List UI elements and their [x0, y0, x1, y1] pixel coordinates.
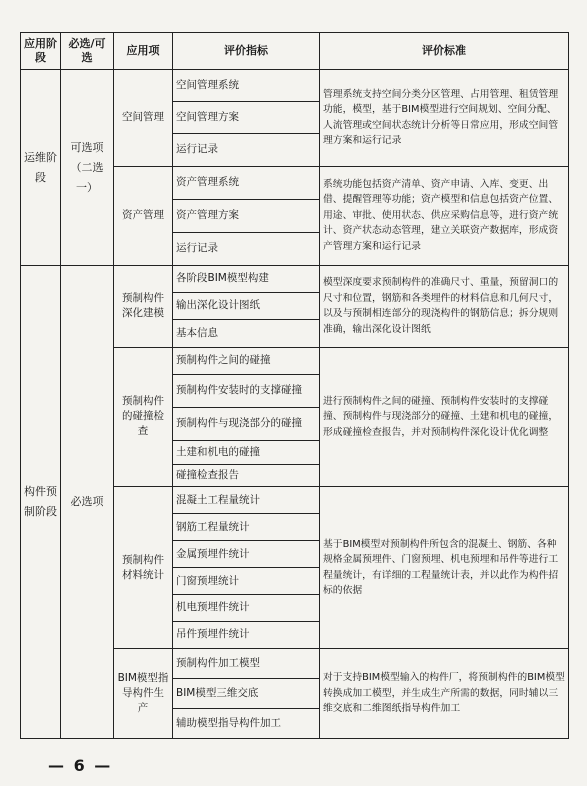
indicator-cell: 资产管理系统 [173, 166, 320, 199]
indicator-cell: 辅助模型指导构件加工 [173, 708, 320, 738]
header-item: 应用项 [114, 33, 173, 70]
indicator-cell: 基本信息 [173, 319, 320, 347]
requirement-cell: 可选项（二选一） [61, 70, 114, 266]
indicator-cell: 空间管理系统 [173, 70, 320, 102]
indicator-cell: 空间管理方案 [173, 102, 320, 134]
standard-cell: 基于BIM模型对预制构件所包含的混凝土、钢筋、各种规格金属预埋件、门窗预埋、机电预埋和吊件等进行工程量统计，有详细的工程量统计表，并以此作为构件招标的依据 [320, 487, 569, 648]
indicator-cell: 钢筋工程量统计 [173, 514, 320, 541]
indicator-cell: 运行记录 [173, 232, 320, 265]
item-cell: BIM模型指导构件生产 [114, 648, 173, 738]
header-indicator: 评价指标 [173, 33, 320, 70]
indicator-cell: BIM模型三维交底 [173, 678, 320, 708]
indicator-cell: 输出深化设计图纸 [173, 292, 320, 319]
indicator-cell: 预制构件安装时的支撑碰撞 [173, 374, 320, 407]
indicator-cell: 门窗预埋统计 [173, 568, 320, 595]
item-cell: 资产管理 [114, 166, 173, 265]
item-cell: 预制构件的碰撞检查 [114, 347, 173, 487]
header-stage: 应用阶段 [21, 33, 61, 70]
indicator-cell: 机电预埋件统计 [173, 594, 320, 621]
header-row [21, 33, 569, 70]
stage-cell: 构件预制阶段 [21, 265, 61, 738]
indicator-cell: 吊件预埋件统计 [173, 621, 320, 648]
table-row [21, 265, 569, 292]
standard-cell: 模型深度要求预制构件的准确尺寸、重量，预留洞口的尺寸和位置，钢筋和各类埋件的材料信息和几何尺寸，以及与预制相连部分的现浇构件的钢筋信息；拆分规则准确，输出深化设计图纸 [320, 265, 569, 347]
indicator-cell: 预制构件之间的碰撞 [173, 347, 320, 374]
standard-cell: 进行预制构件之间的碰撞、预制构件安装时的支撑碰撞、预制构件与现浇部分的碰撞、土建和机电的碰撞，形成碰撞检查报告，并对预制构件深化设计优化调整 [320, 347, 569, 487]
indicator-cell: 预制构件与现浇部分的碰撞 [173, 407, 320, 440]
indicator-cell: 各阶段BIM模型构建 [173, 265, 320, 292]
indicator-cell: 碰撞检查报告 [173, 464, 320, 487]
item-cell: 预制构件深化建模 [114, 265, 173, 347]
item-cell: 预制构件材料统计 [114, 487, 173, 648]
indicator-cell: 土建和机电的碰撞 [173, 440, 320, 464]
indicator-cell: 预制构件加工模型 [173, 648, 320, 678]
page-number: — 6 — [48, 756, 113, 775]
indicator-cell: 运行记录 [173, 134, 320, 166]
requirement-cell: 必选项 [61, 265, 114, 738]
standard-cell: 系统功能包括资产清单、资产申请、入库、变更、出借、提醒管理等功能；资产模型和信息包括资产位置、用途、审批、使用状态、供应采购信息等，进行资产统计、资产状态动态管理，建立关联资产数据库，形成资产管理方案和运行记录 [320, 166, 569, 265]
stage-cell: 运维阶段 [21, 70, 61, 266]
header-requirement: 必选/可选 [61, 33, 114, 70]
standard-cell: 管理系统支持空间分类分区管理、占用管理、租赁管理功能，模型，基于BIM模型进行空间规划、空间分配、人流管理或空间状态统计分析等日常应用，形成空间管理方案和运行记录 [320, 70, 569, 166]
table-row [21, 70, 569, 102]
standard-cell: 对于支持BIM模型输入的构件厂，将预制构件的BIM模型转换成加工模型，并生成生产所需的数据，同时辅以三维交底和二维图纸指导构件加工 [320, 648, 569, 738]
indicator-cell: 金属预埋件统计 [173, 541, 320, 568]
item-cell: 空间管理 [114, 70, 173, 166]
indicator-cell: 资产管理方案 [173, 199, 320, 232]
evaluation-table [20, 32, 569, 739]
indicator-cell: 混凝土工程量统计 [173, 487, 320, 514]
header-standard: 评价标准 [320, 33, 569, 70]
